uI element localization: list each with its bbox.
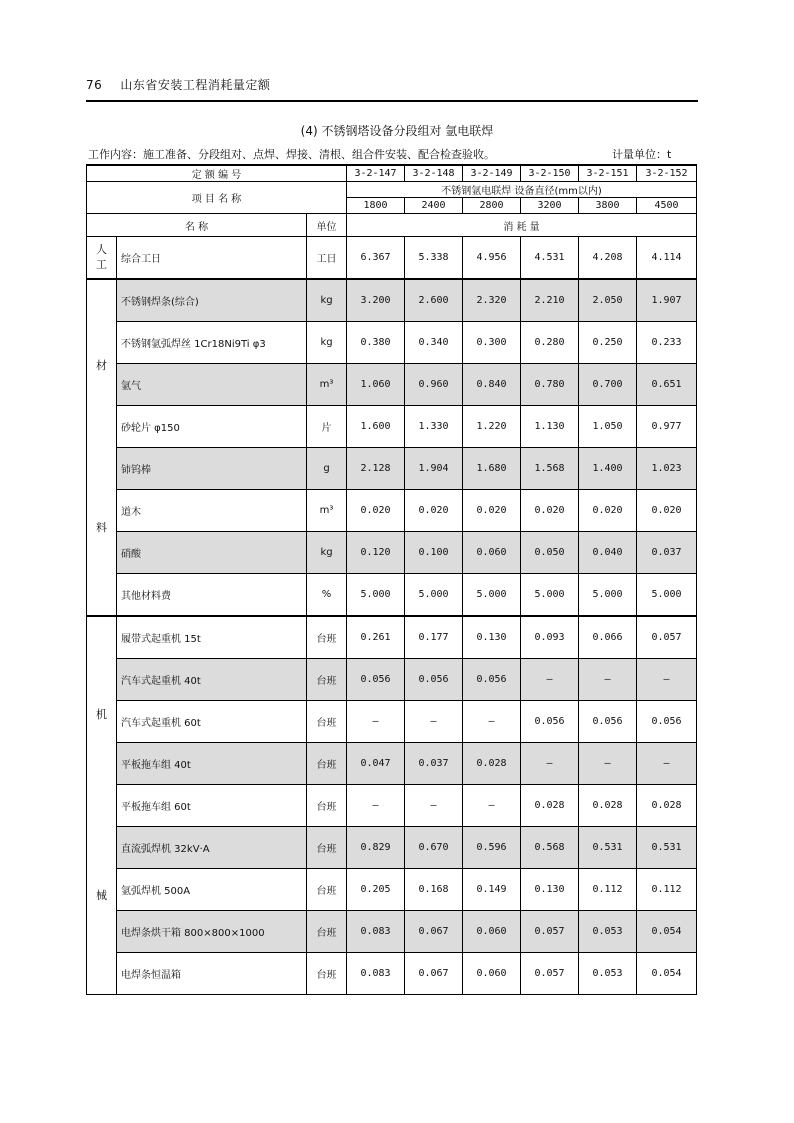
category-cell-machine <box>87 616 117 995</box>
value-cell: 1.907 <box>637 279 697 322</box>
value-cell: — <box>637 659 697 701</box>
value-cell: 0.020 <box>463 490 521 532</box>
value-cell: 0.670 <box>405 827 463 869</box>
name-label: 名 称 <box>87 214 307 237</box>
value-cell: 2.210 <box>521 279 579 322</box>
page-number: 76 <box>86 78 103 92</box>
value-cell: — <box>463 701 521 743</box>
item-unit: 台班 <box>307 743 347 785</box>
category-char: 械 <box>96 888 107 902</box>
value-cell: 3.200 <box>347 279 405 322</box>
value-cell: 0.250 <box>579 322 637 364</box>
value-cell: 5.000 <box>347 574 405 617</box>
item-name: 砂轮片 φ150 <box>117 406 307 448</box>
value-cell: 0.054 <box>637 911 697 953</box>
diameter: 3800 <box>579 198 637 214</box>
item-unit: 台班 <box>307 785 347 827</box>
item-name: 直流弧焊机 32kV·A <box>117 827 307 869</box>
category-char: 机 <box>96 708 107 722</box>
value-cell: 0.056 <box>405 659 463 701</box>
diameter: 2400 <box>405 198 463 214</box>
quota-code: 3-2-152 <box>637 165 697 182</box>
value-cell: 1.060 <box>347 364 405 406</box>
value-cell: 5.000 <box>405 574 463 617</box>
value-cell: 0.780 <box>521 364 579 406</box>
value-cell: 1.330 <box>405 406 463 448</box>
value-cell: 5.000 <box>637 574 697 617</box>
value-cell: 1.904 <box>405 448 463 490</box>
value-cell: 0.020 <box>347 490 405 532</box>
item-name: 硝酸 <box>117 532 307 574</box>
item-label: 项 目 名 称 <box>87 182 347 214</box>
value-cell: 4.531 <box>521 237 579 280</box>
value-cell: 4.208 <box>579 237 637 280</box>
value-cell: 0.028 <box>579 785 637 827</box>
value-cell: 0.056 <box>463 659 521 701</box>
table-row <box>87 785 697 827</box>
item-unit: 台班 <box>307 827 347 869</box>
value-cell: 0.050 <box>521 532 579 574</box>
value-cell: 0.057 <box>521 953 579 995</box>
item-unit: % <box>307 574 347 617</box>
group-label: 不锈钢氩电联焊 设备直径(mm以内) <box>347 182 697 198</box>
value-cell: 0.112 <box>637 869 697 911</box>
value-cell: 5.000 <box>521 574 579 617</box>
value-cell: 0.168 <box>405 869 463 911</box>
value-cell: 0.977 <box>637 406 697 448</box>
value-cell: 0.380 <box>347 322 405 364</box>
value-cell: 1.680 <box>463 448 521 490</box>
category-char: 料 <box>96 521 107 535</box>
item-name: 平板拖车组 40t <box>117 743 307 785</box>
value-cell: 0.053 <box>579 911 637 953</box>
value-cell: 0.047 <box>347 743 405 785</box>
quota-code: 3-2-147 <box>347 165 405 182</box>
value-cell: 0.531 <box>637 827 697 869</box>
value-cell: — <box>579 743 637 785</box>
value-cell: 0.040 <box>579 532 637 574</box>
category-char: 人 <box>96 243 107 257</box>
value-cell: 2.050 <box>579 279 637 322</box>
item-unit: 台班 <box>307 911 347 953</box>
value-cell: 5.000 <box>463 574 521 617</box>
table-row <box>87 490 697 532</box>
table-row <box>87 322 697 364</box>
value-cell: 1.050 <box>579 406 637 448</box>
diameter: 2800 <box>463 198 521 214</box>
value-cell: 0.840 <box>463 364 521 406</box>
table-row <box>87 406 697 448</box>
value-cell: 0.083 <box>347 953 405 995</box>
value-cell: 0.083 <box>347 911 405 953</box>
item-unit: m³ <box>307 490 347 532</box>
table-row <box>87 448 697 490</box>
value-cell: 0.829 <box>347 827 405 869</box>
item-unit: 台班 <box>307 953 347 995</box>
value-cell: 0.057 <box>521 911 579 953</box>
item-unit: 片 <box>307 406 347 448</box>
value-cell: 0.020 <box>521 490 579 532</box>
value-cell: 0.149 <box>463 869 521 911</box>
value-cell: 5.338 <box>405 237 463 280</box>
value-cell: 0.112 <box>579 869 637 911</box>
value-cell: 0.100 <box>405 532 463 574</box>
value-cell: 0.066 <box>579 616 637 659</box>
value-cell: 0.233 <box>637 322 697 364</box>
section-title: (4) 不锈钢塔设备分段组对 氩电联焊 <box>300 124 494 138</box>
value-cell: 0.053 <box>579 953 637 995</box>
value-cell: 1.568 <box>521 448 579 490</box>
diameter: 3200 <box>521 198 579 214</box>
category-cell-labor <box>87 237 117 280</box>
value-cell: 0.056 <box>347 659 405 701</box>
table-row <box>87 574 697 617</box>
item-unit: kg <box>307 322 347 364</box>
value-cell: 0.130 <box>521 869 579 911</box>
value-cell: 0.093 <box>521 616 579 659</box>
item-unit: kg <box>307 532 347 574</box>
value-cell: 1.600 <box>347 406 405 448</box>
table-row <box>87 911 697 953</box>
value-cell: 1.130 <box>521 406 579 448</box>
item-name: 电焊条恒温箱 <box>117 953 307 995</box>
quota-label: 定 额 编 号 <box>87 165 347 182</box>
value-cell: — <box>347 701 405 743</box>
item-unit: kg <box>307 279 347 322</box>
table-row <box>87 364 697 406</box>
item-unit: 台班 <box>307 701 347 743</box>
quota-code: 3-2-149 <box>463 165 521 182</box>
value-cell: 0.060 <box>463 532 521 574</box>
category-char: 材 <box>96 359 107 373</box>
quota-code: 3-2-148 <box>405 165 463 182</box>
item-unit: 台班 <box>307 616 347 659</box>
item-unit: g <box>307 448 347 490</box>
value-cell: — <box>463 785 521 827</box>
item-name: 不锈钢焊条(综合) <box>117 279 307 322</box>
value-cell: 0.205 <box>347 869 405 911</box>
table-row <box>87 237 697 280</box>
value-cell: 5.000 <box>579 574 637 617</box>
value-cell: 2.600 <box>405 279 463 322</box>
value-cell: 0.177 <box>405 616 463 659</box>
value-cell: 0.028 <box>637 785 697 827</box>
value-cell: 0.054 <box>637 953 697 995</box>
value-cell: — <box>579 659 637 701</box>
unit-label: 单位 <box>307 214 347 237</box>
item-unit: m³ <box>307 364 347 406</box>
item-name: 道木 <box>117 490 307 532</box>
item-name: 综合工日 <box>117 237 307 280</box>
value-cell: 0.261 <box>347 616 405 659</box>
value-cell: 2.128 <box>347 448 405 490</box>
value-cell: 0.340 <box>405 322 463 364</box>
item-name: 其他材料费 <box>117 574 307 617</box>
table-row <box>87 701 697 743</box>
table-row <box>87 953 697 995</box>
value-cell: 0.020 <box>637 490 697 532</box>
value-cell: — <box>521 659 579 701</box>
value-cell: 0.960 <box>405 364 463 406</box>
value-cell: 1.023 <box>637 448 697 490</box>
category-cell-material <box>87 279 117 616</box>
diameter: 4500 <box>637 198 697 214</box>
item-name: 不锈钢氩弧焊丝 1Cr18Ni9Ti φ3 <box>117 322 307 364</box>
value-cell: 0.037 <box>637 532 697 574</box>
item-name: 氩气 <box>117 364 307 406</box>
consumption-label: 消 耗 量 <box>347 214 697 237</box>
table-row <box>87 827 697 869</box>
value-cell: 0.700 <box>579 364 637 406</box>
item-unit: 工日 <box>307 237 347 280</box>
value-cell: 0.020 <box>579 490 637 532</box>
value-cell: 0.056 <box>579 701 637 743</box>
value-cell: 2.320 <box>463 279 521 322</box>
value-cell: 0.651 <box>637 364 697 406</box>
table-row <box>87 616 697 659</box>
value-cell: 0.596 <box>463 827 521 869</box>
value-cell: 0.120 <box>347 532 405 574</box>
value-cell: 0.130 <box>463 616 521 659</box>
value-cell: 0.300 <box>463 322 521 364</box>
header-rule <box>86 100 698 102</box>
value-cell: 4.114 <box>637 237 697 280</box>
item-unit: 台班 <box>307 659 347 701</box>
running-header <box>86 76 270 93</box>
value-cell: — <box>347 785 405 827</box>
value-cell: 6.367 <box>347 237 405 280</box>
book-title: 山东省安装工程消耗量定额 <box>120 78 271 92</box>
category-char: 工 <box>96 257 107 271</box>
table-row <box>87 659 697 701</box>
value-cell: 1.400 <box>579 448 637 490</box>
value-cell: 0.568 <box>521 827 579 869</box>
quota-code: 3-2-151 <box>579 165 637 182</box>
value-cell: — <box>637 743 697 785</box>
item-name: 平板拖车组 60t <box>117 785 307 827</box>
table-row <box>87 869 697 911</box>
value-cell: 0.531 <box>579 827 637 869</box>
value-cell: 1.220 <box>463 406 521 448</box>
value-cell: 0.020 <box>405 490 463 532</box>
item-name: 氩弧焊机 500A <box>117 869 307 911</box>
item-name: 汽车式起重机 60t <box>117 701 307 743</box>
value-cell: 0.056 <box>637 701 697 743</box>
value-cell: 0.280 <box>521 322 579 364</box>
measure-unit: 计量单位：t <box>612 148 672 161</box>
value-cell: 0.057 <box>637 616 697 659</box>
value-cell: — <box>405 785 463 827</box>
table-row <box>87 279 697 322</box>
quota-table <box>86 164 697 995</box>
table-row <box>87 532 697 574</box>
item-name: 铈钨棒 <box>117 448 307 490</box>
diameter: 1800 <box>347 198 405 214</box>
value-cell: 0.056 <box>521 701 579 743</box>
value-cell: 0.028 <box>463 743 521 785</box>
quota-code: 3-2-150 <box>521 165 579 182</box>
value-cell: 0.060 <box>463 953 521 995</box>
value-cell: — <box>521 743 579 785</box>
value-cell: 0.060 <box>463 911 521 953</box>
item-name: 履带式起重机 15t <box>117 616 307 659</box>
item-name: 汽车式起重机 40t <box>117 659 307 701</box>
column-header-row <box>87 214 697 237</box>
quota-code-row <box>87 165 697 182</box>
table-row <box>87 743 697 785</box>
value-cell: 0.037 <box>405 743 463 785</box>
value-cell: — <box>405 701 463 743</box>
value-cell: 0.028 <box>521 785 579 827</box>
item-unit: 台班 <box>307 869 347 911</box>
item-name: 电焊条烘干箱 800×800×1000 <box>117 911 307 953</box>
group-row <box>87 182 697 198</box>
work-content: 工作内容：施工准备、分段组对、点焊、焊接、清根、组合件安装、配合检查验收。 <box>88 148 495 161</box>
value-cell: 0.067 <box>405 953 463 995</box>
value-cell: 4.956 <box>463 237 521 280</box>
value-cell: 0.067 <box>405 911 463 953</box>
